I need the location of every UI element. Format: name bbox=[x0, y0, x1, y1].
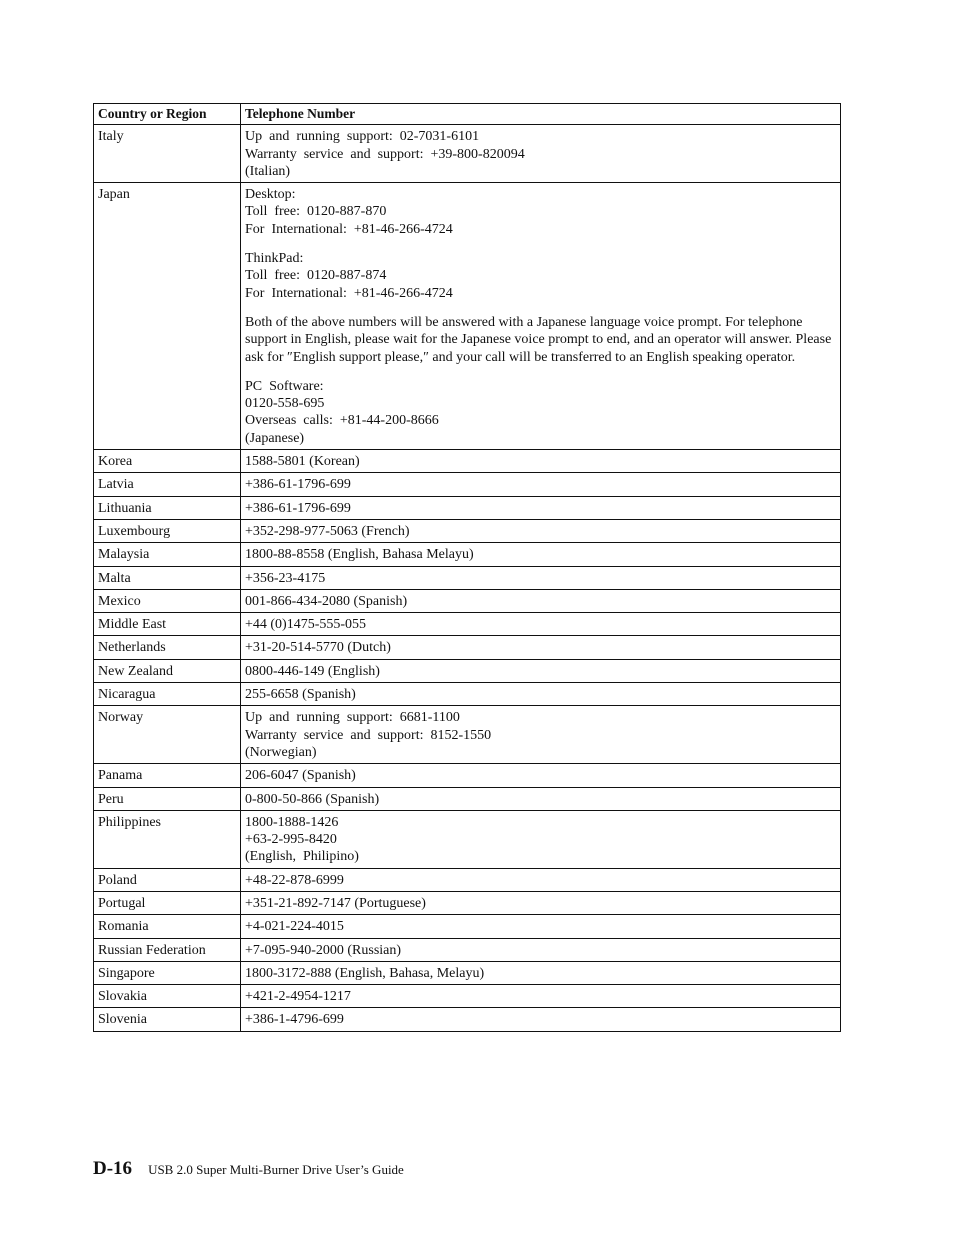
table-row bbox=[94, 915, 841, 938]
telephone-line: Up and running support: 6681-1100 bbox=[245, 710, 460, 726]
telephone-line: Warranty service and support: +39-800-820094 bbox=[245, 146, 525, 162]
telephone-cell bbox=[241, 450, 841, 473]
telephone-line: PC Software: bbox=[245, 378, 324, 394]
header-telephone: Telephone Number bbox=[241, 104, 841, 125]
country-cell: Mexico bbox=[94, 589, 241, 612]
telephone-line: 1800-88-8558 (English, Bahasa Melayu) bbox=[245, 547, 474, 563]
table-row bbox=[94, 183, 841, 450]
telephone-line: For International: +81-46-266-4724 bbox=[245, 221, 453, 237]
telephone-line: +352-298-977-5063 (French) bbox=[245, 523, 410, 539]
telephone-line: 1800-1888-1426 bbox=[245, 814, 339, 830]
telephone-line: Desktop: bbox=[245, 187, 296, 203]
country-cell: Portugal bbox=[94, 891, 241, 914]
telephone-cell bbox=[241, 764, 841, 787]
country-cell: Russian Federation bbox=[94, 938, 241, 961]
telephone-cell bbox=[241, 543, 841, 566]
telephone-cell bbox=[241, 183, 841, 450]
country-cell: Latvia bbox=[94, 473, 241, 496]
table-row bbox=[94, 787, 841, 810]
telephone-cell bbox=[241, 891, 841, 914]
telephone-line: 001-866-434-2080 (Spanish) bbox=[245, 593, 408, 609]
country-cell: Netherlands bbox=[94, 636, 241, 659]
telephone-cell bbox=[241, 566, 841, 589]
telephone-line: +63-2-995-8420 bbox=[245, 832, 337, 848]
telephone-line: ThinkPad: bbox=[245, 251, 304, 267]
telephone-line: 1800-3172-888 (English, Bahasa, Melayu) bbox=[245, 965, 485, 981]
telephone-cell bbox=[241, 1008, 841, 1031]
country-cell: Malaysia bbox=[94, 543, 241, 566]
telephone-table bbox=[93, 103, 841, 1032]
telephone-cell bbox=[241, 496, 841, 519]
country-cell: Singapore bbox=[94, 961, 241, 984]
country-cell: Philippines bbox=[94, 810, 241, 868]
telephone-line: +386-1-4796-699 bbox=[245, 1012, 344, 1028]
telephone-line: Up and running support: 02-7031-6101 bbox=[245, 129, 480, 145]
table-body bbox=[94, 125, 841, 1031]
table-row bbox=[94, 961, 841, 984]
table-row bbox=[94, 868, 841, 891]
telephone-line: +356-23-4175 bbox=[245, 570, 326, 586]
table-row bbox=[94, 496, 841, 519]
table-row bbox=[94, 764, 841, 787]
telephone-line: +48-22-878-6999 bbox=[245, 872, 344, 888]
telephone-cell bbox=[241, 473, 841, 496]
country-cell: Japan bbox=[94, 183, 241, 450]
telephone-line: (Italian) bbox=[245, 163, 291, 179]
telephone-cell bbox=[241, 659, 841, 682]
table-row bbox=[94, 566, 841, 589]
country-cell: Norway bbox=[94, 706, 241, 764]
telephone-cell bbox=[241, 985, 841, 1008]
table-row bbox=[94, 706, 841, 764]
telephone-cell bbox=[241, 787, 841, 810]
table-header-row bbox=[94, 104, 841, 125]
telephone-line: Both of the above numbers will be answered with a Japanese language voice prompt. For telephone support in English, please wait for the Japanese voice prompt to end, and an operator will answer. Please ask for ″English support please,″ and your call will be transferred to an English speaking operator. bbox=[245, 314, 832, 365]
country-cell: Poland bbox=[94, 868, 241, 891]
table-row bbox=[94, 450, 841, 473]
spacer bbox=[245, 366, 836, 378]
telephone-cell bbox=[241, 938, 841, 961]
telephone-cell bbox=[241, 810, 841, 868]
country-cell: New Zealand bbox=[94, 659, 241, 682]
country-cell: Nicaragua bbox=[94, 683, 241, 706]
telephone-line: Toll free: 0120-887-870 bbox=[245, 204, 387, 220]
telephone-line: +44 (0)1475-555-055 bbox=[245, 617, 367, 633]
telephone-cell bbox=[241, 868, 841, 891]
table-row bbox=[94, 683, 841, 706]
table-row bbox=[94, 613, 841, 636]
country-cell: Peru bbox=[94, 787, 241, 810]
telephone-line: +386-61-1796-699 bbox=[245, 500, 351, 516]
table-row bbox=[94, 985, 841, 1008]
country-cell: Panama bbox=[94, 764, 241, 787]
country-cell: Romania bbox=[94, 915, 241, 938]
telephone-line: 255-6658 (Spanish) bbox=[245, 687, 356, 703]
spacer bbox=[245, 302, 836, 314]
country-cell: Malta bbox=[94, 566, 241, 589]
telephone-line: 0120-558-695 bbox=[245, 396, 325, 412]
table-row bbox=[94, 543, 841, 566]
country-cell: Luxembourg bbox=[94, 519, 241, 542]
telephone-cell bbox=[241, 961, 841, 984]
telephone-line: +386-61-1796-699 bbox=[245, 477, 351, 493]
country-cell: Italy bbox=[94, 125, 241, 183]
telephone-line: (Norwegian) bbox=[245, 744, 317, 760]
telephone-line: For International: +81-46-266-4724 bbox=[245, 285, 453, 301]
table-row bbox=[94, 125, 841, 183]
table-row bbox=[94, 891, 841, 914]
document-title: USB 2.0 Super Multi-Burner Drive User’s Guide bbox=[148, 1162, 404, 1177]
spacer bbox=[245, 238, 836, 250]
telephone-line: 0800-446-149 (English) bbox=[245, 663, 380, 679]
telephone-line: Overseas calls: +81-44-200-8666 bbox=[245, 413, 439, 429]
telephone-line: +421-2-4954-1217 bbox=[245, 989, 351, 1005]
table-row bbox=[94, 659, 841, 682]
telephone-line: +7-095-940-2000 (Russian) bbox=[245, 942, 402, 958]
country-cell: Slovakia bbox=[94, 985, 241, 1008]
table-row bbox=[94, 519, 841, 542]
telephone-line: Toll free: 0120-887-874 bbox=[245, 268, 387, 284]
telephone-cell bbox=[241, 915, 841, 938]
country-cell: Slovenia bbox=[94, 1008, 241, 1031]
country-cell: Korea bbox=[94, 450, 241, 473]
table-row bbox=[94, 810, 841, 868]
country-cell: Lithuania bbox=[94, 496, 241, 519]
telephone-line: +351-21-892-7147 (Portuguese) bbox=[245, 895, 426, 911]
table-row bbox=[94, 938, 841, 961]
telephone-cell bbox=[241, 683, 841, 706]
telephone-line: +31-20-514-5770 (Dutch) bbox=[245, 640, 391, 656]
telephone-line: +4-021-224-4015 bbox=[245, 919, 344, 935]
table-row bbox=[94, 473, 841, 496]
telephone-line: (Japanese) bbox=[245, 430, 305, 446]
telephone-cell bbox=[241, 706, 841, 764]
table-row bbox=[94, 589, 841, 612]
table-row bbox=[94, 1008, 841, 1031]
telephone-cell bbox=[241, 125, 841, 183]
header-country: Country or Region bbox=[94, 104, 241, 125]
telephone-cell bbox=[241, 613, 841, 636]
telephone-cell bbox=[241, 589, 841, 612]
telephone-line: Warranty service and support: 8152-1550 bbox=[245, 727, 492, 743]
telephone-line: (English, Philipino) bbox=[245, 849, 359, 865]
telephone-line: 1588-5801 (Korean) bbox=[245, 454, 360, 470]
page-number: D-16 bbox=[93, 1158, 133, 1179]
telephone-line: 0-800-50-866 (Spanish) bbox=[245, 791, 380, 807]
page-footer bbox=[93, 1158, 404, 1180]
telephone-line: 206-6047 (Spanish) bbox=[245, 768, 356, 784]
telephone-cell bbox=[241, 636, 841, 659]
country-cell: Middle East bbox=[94, 613, 241, 636]
telephone-cell bbox=[241, 519, 841, 542]
table-row bbox=[94, 636, 841, 659]
